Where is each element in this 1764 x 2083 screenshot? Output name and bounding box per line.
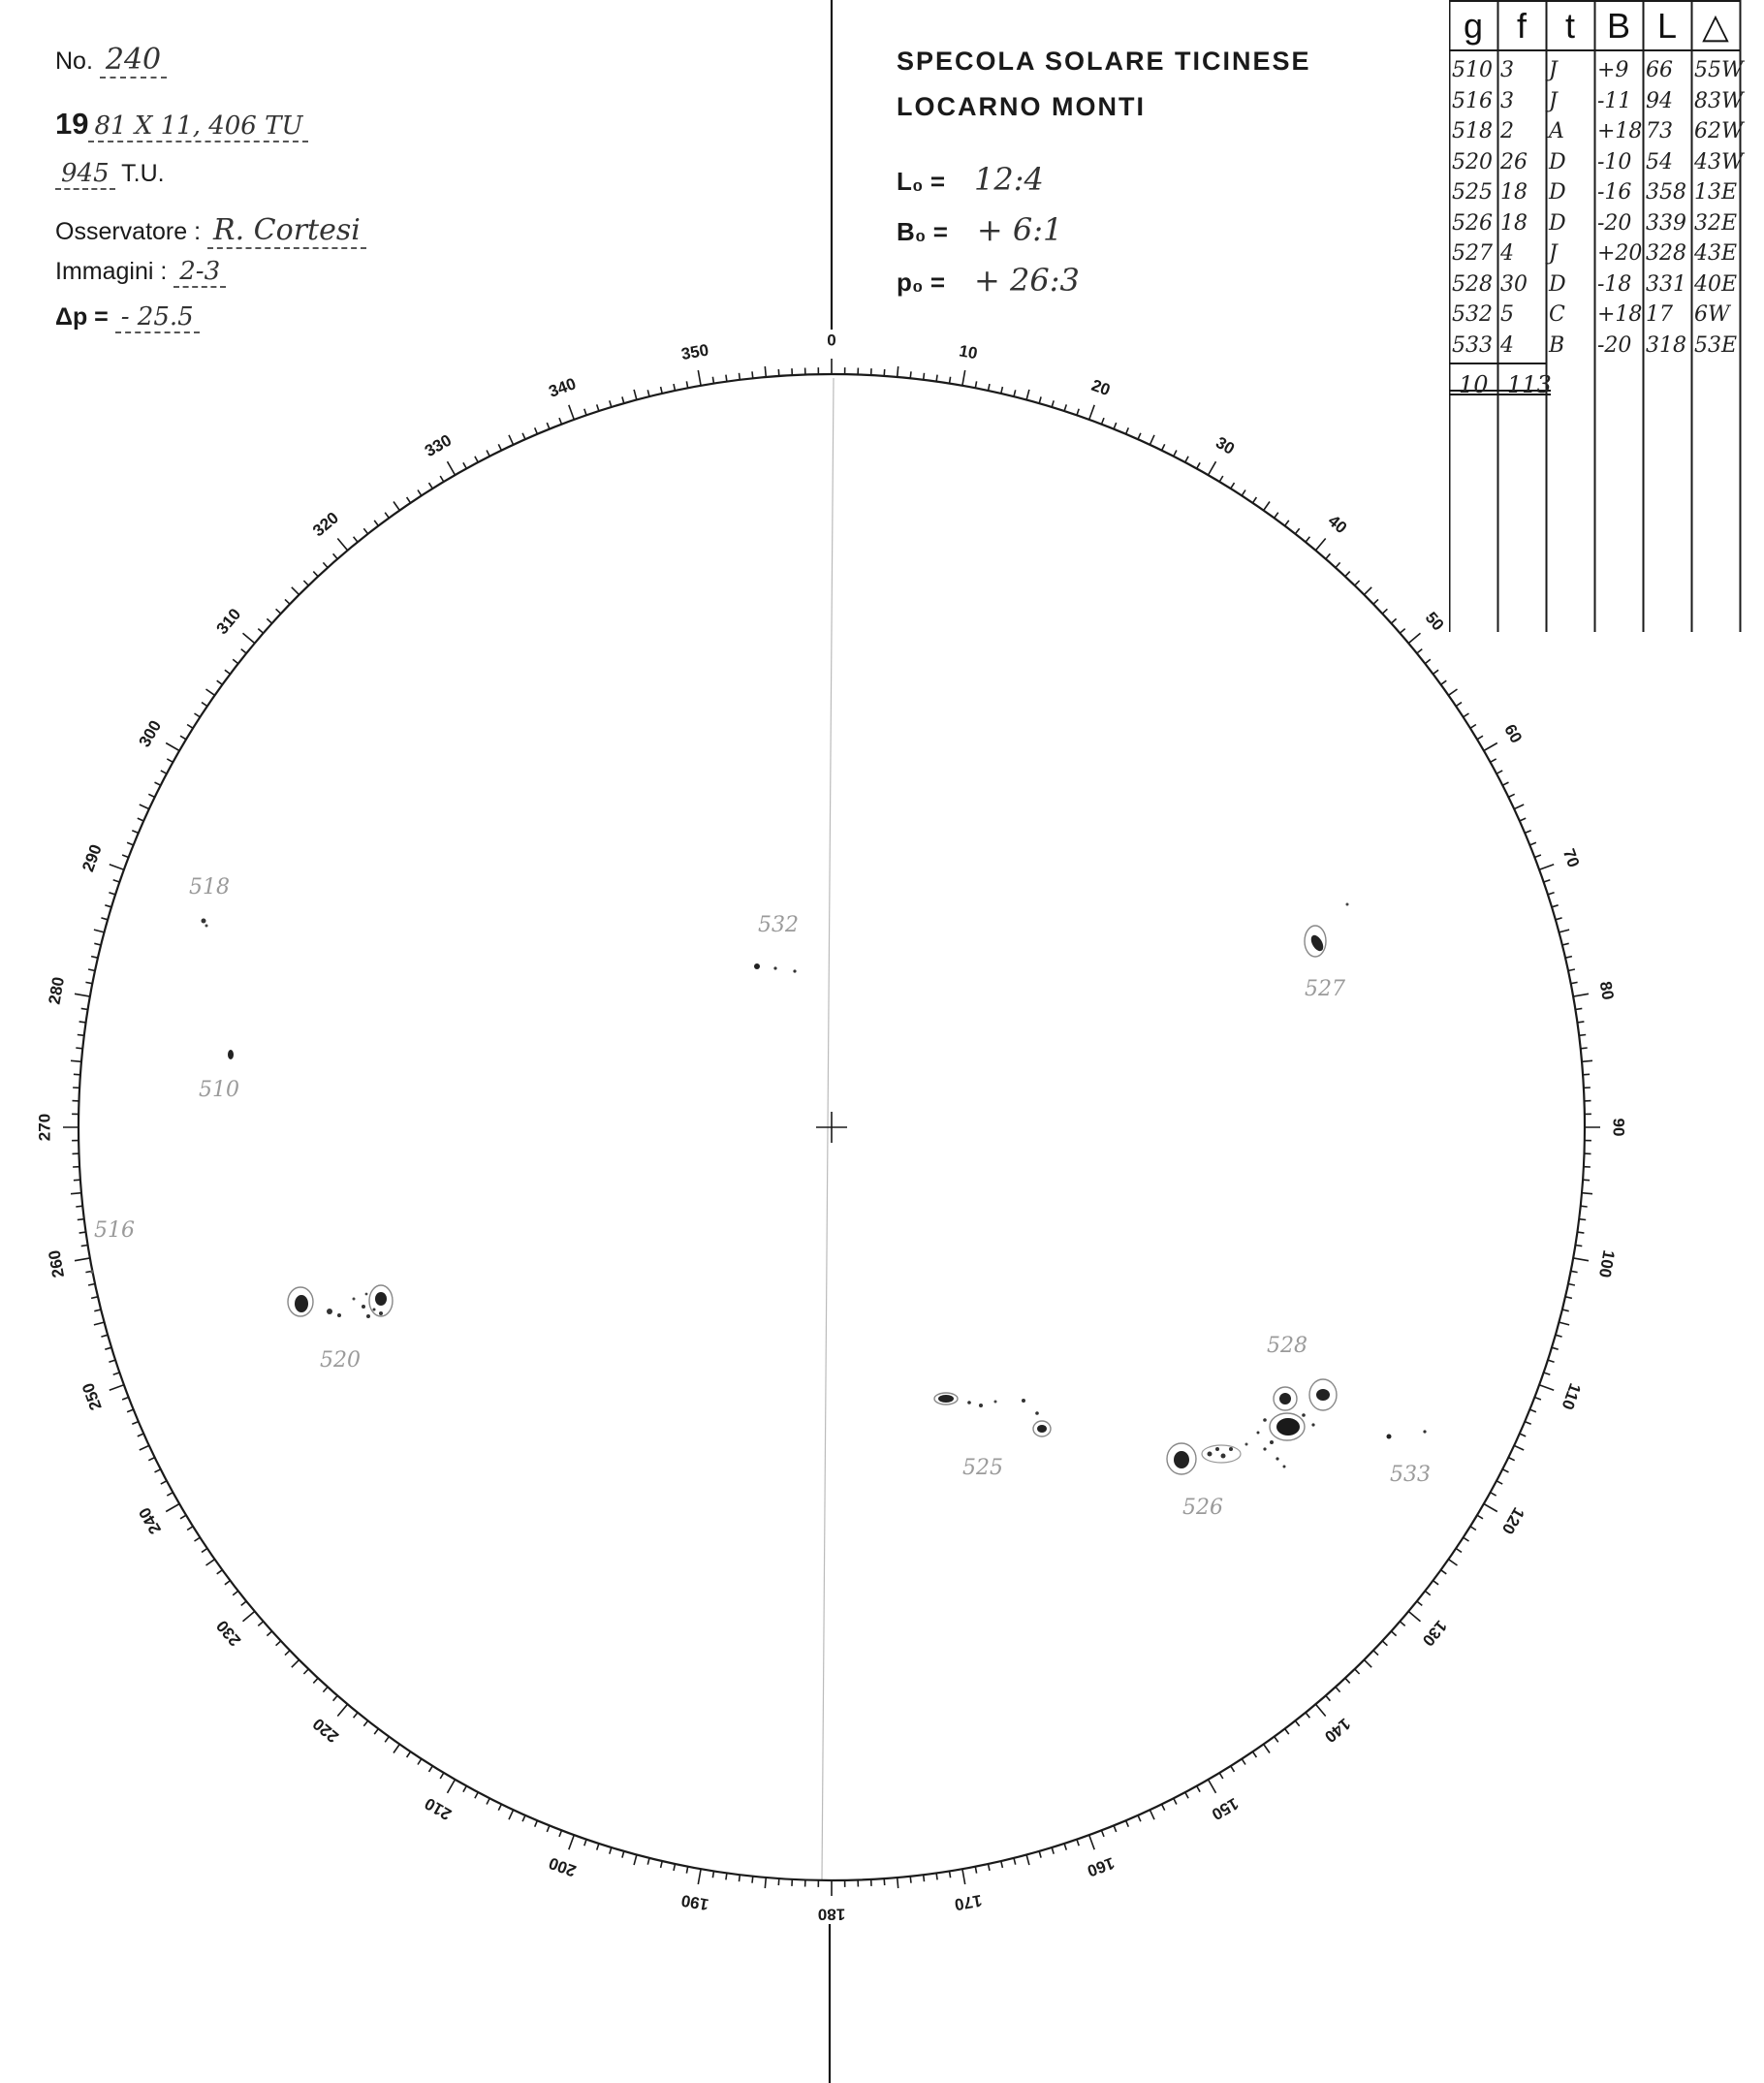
table-cell: -16 bbox=[1597, 180, 1632, 205]
table-cell: 54 bbox=[1646, 149, 1673, 174]
degree-label-30: 30 bbox=[1213, 432, 1238, 458]
table-cell: 5 bbox=[1500, 302, 1514, 327]
spot-group-527 bbox=[1305, 903, 1349, 958]
degree-label-270: 270 bbox=[35, 1113, 54, 1142]
group-label-516: 516 bbox=[94, 1218, 135, 1243]
table-cell: J bbox=[1549, 241, 1558, 266]
table-cell: 43E bbox=[1694, 241, 1738, 266]
observer-label: Osservatore : bbox=[55, 218, 202, 245]
degree-label-80: 80 bbox=[1595, 980, 1618, 1001]
degree-label-0: 0 bbox=[827, 331, 836, 350]
table-header-2: t bbox=[1564, 6, 1575, 46]
table-cell: 532 bbox=[1452, 302, 1493, 327]
table-cell: D bbox=[1549, 271, 1566, 297]
degree-label-110: 110 bbox=[1558, 1380, 1585, 1412]
table-cell: 66 bbox=[1646, 58, 1673, 82]
table-cell: 328 bbox=[1646, 241, 1686, 266]
table-header-1: f bbox=[1516, 6, 1527, 46]
images-label: Immagini : bbox=[55, 258, 168, 285]
table-cell: 4 bbox=[1500, 241, 1514, 266]
degree-label-140: 140 bbox=[1320, 1714, 1354, 1747]
year-prefix: 19 bbox=[55, 107, 89, 141]
degree-label-180: 180 bbox=[817, 1905, 846, 1924]
table-cell: 43W bbox=[1694, 149, 1744, 174]
table-cell: J bbox=[1549, 58, 1558, 82]
degree-label-320: 320 bbox=[309, 508, 343, 541]
spot-group-526 bbox=[1167, 1443, 1241, 1474]
table-cell: 516 bbox=[1452, 88, 1493, 113]
table-cell: 40E bbox=[1694, 271, 1738, 297]
degree-label-20: 20 bbox=[1088, 375, 1113, 400]
time-value: 945 bbox=[55, 159, 115, 190]
table-cell: 73 bbox=[1646, 119, 1673, 143]
table-cell: -20 bbox=[1597, 210, 1632, 236]
degree-label-190: 190 bbox=[679, 1890, 710, 1914]
institution-name: SPECOLA SOLARE TICINESE bbox=[897, 47, 1311, 76]
group-labels bbox=[94, 875, 1431, 1520]
table-cell: +18 bbox=[1597, 302, 1643, 327]
degree-label-290: 290 bbox=[79, 841, 106, 874]
table-cell: D bbox=[1549, 149, 1566, 174]
table-cell: 525 bbox=[1452, 180, 1493, 205]
report-number-value: 240 bbox=[100, 43, 167, 79]
group-label-527: 527 bbox=[1305, 977, 1345, 1001]
table-cell: 358 bbox=[1646, 180, 1686, 205]
table-cell: -18 bbox=[1597, 271, 1632, 297]
degree-label-60: 60 bbox=[1500, 721, 1527, 746]
table-cell: -11 bbox=[1597, 88, 1632, 113]
degree-label-50: 50 bbox=[1421, 608, 1448, 635]
table-cell: 83W bbox=[1694, 88, 1744, 113]
table-cell: 533 bbox=[1452, 332, 1493, 358]
group-label-518: 518 bbox=[189, 875, 230, 899]
group-label-526: 526 bbox=[1182, 1496, 1223, 1520]
degree-label-310: 310 bbox=[212, 605, 245, 639]
table-cell: 331 bbox=[1646, 271, 1686, 297]
table-cell: 6W bbox=[1694, 302, 1730, 327]
report-number-label: No. bbox=[55, 47, 93, 75]
param-l0-value: 12:4 bbox=[974, 161, 1044, 198]
date-value: 81 X 11, 406 TU bbox=[88, 111, 308, 142]
degree-label-120: 120 bbox=[1497, 1503, 1528, 1538]
group-label-532: 532 bbox=[758, 913, 799, 937]
param-p0-value: + 26:3 bbox=[974, 262, 1080, 299]
table-cell: J bbox=[1549, 88, 1558, 113]
table-cell: 62W bbox=[1694, 119, 1744, 143]
spot-group-520 bbox=[288, 1285, 393, 1318]
spot-group-516 bbox=[90, 1270, 94, 1274]
table-cell: 510 bbox=[1452, 58, 1493, 82]
table-cell: -10 bbox=[1597, 149, 1632, 174]
degree-label-250: 250 bbox=[79, 1380, 106, 1413]
table-cell: +9 bbox=[1597, 58, 1629, 82]
degree-label-220: 220 bbox=[309, 1714, 343, 1747]
group-label-520: 520 bbox=[320, 1348, 361, 1373]
table-cell: C bbox=[1549, 302, 1565, 327]
degree-label-70: 70 bbox=[1559, 846, 1584, 870]
table-cell: 18 bbox=[1500, 210, 1528, 236]
table-cell: 339 bbox=[1646, 210, 1686, 236]
degree-label-300: 300 bbox=[135, 716, 166, 751]
observer-value: R. Cortesi bbox=[207, 213, 366, 249]
table-cell: 32E bbox=[1694, 210, 1738, 236]
degree-label-240: 240 bbox=[135, 1503, 166, 1538]
param-b0-value: + 6:1 bbox=[976, 211, 1063, 248]
degree-label-340: 340 bbox=[546, 374, 579, 401]
table-cell: 55W bbox=[1694, 58, 1744, 82]
table-header-0: g bbox=[1463, 6, 1484, 46]
param-l0-label: L₀ = bbox=[897, 167, 946, 196]
table-cell: 527 bbox=[1452, 241, 1493, 266]
table-cell: +20 bbox=[1597, 241, 1643, 266]
table-cell: 94 bbox=[1646, 88, 1673, 113]
degree-label-160: 160 bbox=[1085, 1853, 1118, 1880]
spot-group-518 bbox=[202, 919, 208, 928]
table-cell: 518 bbox=[1452, 119, 1493, 143]
table-header-3: B bbox=[1606, 6, 1630, 46]
spot-group-510 bbox=[228, 1050, 234, 1059]
table-cell: 13E bbox=[1694, 180, 1738, 205]
degree-label-230: 230 bbox=[212, 1616, 245, 1650]
table-cell: 2 bbox=[1500, 119, 1514, 143]
degree-label-170: 170 bbox=[953, 1890, 984, 1914]
table-cell: 18 bbox=[1500, 180, 1528, 205]
spot-group-525 bbox=[934, 1393, 1051, 1436]
param-b0-label: B₀ = bbox=[897, 217, 948, 246]
table-cell: 30 bbox=[1500, 271, 1528, 297]
group-label-525: 525 bbox=[962, 1456, 1003, 1480]
institution-location: LOCARNO MONTI bbox=[897, 92, 1146, 121]
degree-label-350: 350 bbox=[679, 340, 710, 364]
group-label-533: 533 bbox=[1390, 1463, 1431, 1487]
delta-p-value: - 25.5 bbox=[115, 302, 200, 333]
table-total: 10 bbox=[1459, 371, 1489, 398]
table-cell: 17 bbox=[1646, 302, 1673, 327]
degree-label-40: 40 bbox=[1324, 511, 1351, 538]
table-cell: -20 bbox=[1597, 332, 1632, 358]
table-cell: 3 bbox=[1500, 58, 1514, 82]
degree-label-210: 210 bbox=[421, 1793, 456, 1824]
table-cell: 26 bbox=[1500, 149, 1528, 174]
table-total: 113 bbox=[1507, 371, 1552, 398]
degree-label-10: 10 bbox=[958, 341, 979, 363]
table-cell: 520 bbox=[1452, 149, 1493, 174]
table-header-5: △ bbox=[1702, 6, 1729, 46]
table-cell: 3 bbox=[1500, 88, 1514, 113]
table-cell: D bbox=[1549, 180, 1566, 205]
table-cell: +18 bbox=[1597, 119, 1643, 143]
degree-label-90: 90 bbox=[1609, 1118, 1628, 1137]
degree-label-330: 330 bbox=[421, 430, 456, 461]
degree-label-100: 100 bbox=[1594, 1248, 1619, 1279]
degree-label-200: 200 bbox=[546, 1853, 579, 1880]
table-cell: B bbox=[1549, 332, 1565, 358]
time-unit: T.U. bbox=[121, 160, 165, 187]
table-cell: 53E bbox=[1694, 332, 1738, 358]
degree-label-150: 150 bbox=[1208, 1793, 1243, 1824]
table-cell: 4 bbox=[1500, 332, 1514, 358]
table-cell: A bbox=[1549, 119, 1564, 143]
group-label-528: 528 bbox=[1267, 1334, 1307, 1358]
spot-group-533 bbox=[1387, 1430, 1427, 1438]
table-header-4: L bbox=[1656, 6, 1678, 46]
degree-label-260: 260 bbox=[45, 1248, 69, 1279]
degree-label-130: 130 bbox=[1418, 1616, 1451, 1650]
images-value: 2-3 bbox=[173, 257, 226, 288]
delta-p-label: Δp = bbox=[55, 303, 109, 331]
spot-group-528 bbox=[1245, 1379, 1338, 1468]
table-cell: 318 bbox=[1646, 332, 1686, 358]
table-cell: D bbox=[1549, 210, 1566, 236]
table-cell: 528 bbox=[1452, 271, 1493, 297]
spot-group-532 bbox=[754, 963, 797, 973]
group-label-510: 510 bbox=[199, 1078, 239, 1102]
table-cell: 526 bbox=[1452, 210, 1493, 236]
param-p0-label: p₀ = bbox=[897, 268, 946, 297]
degree-label-280: 280 bbox=[45, 975, 69, 1006]
